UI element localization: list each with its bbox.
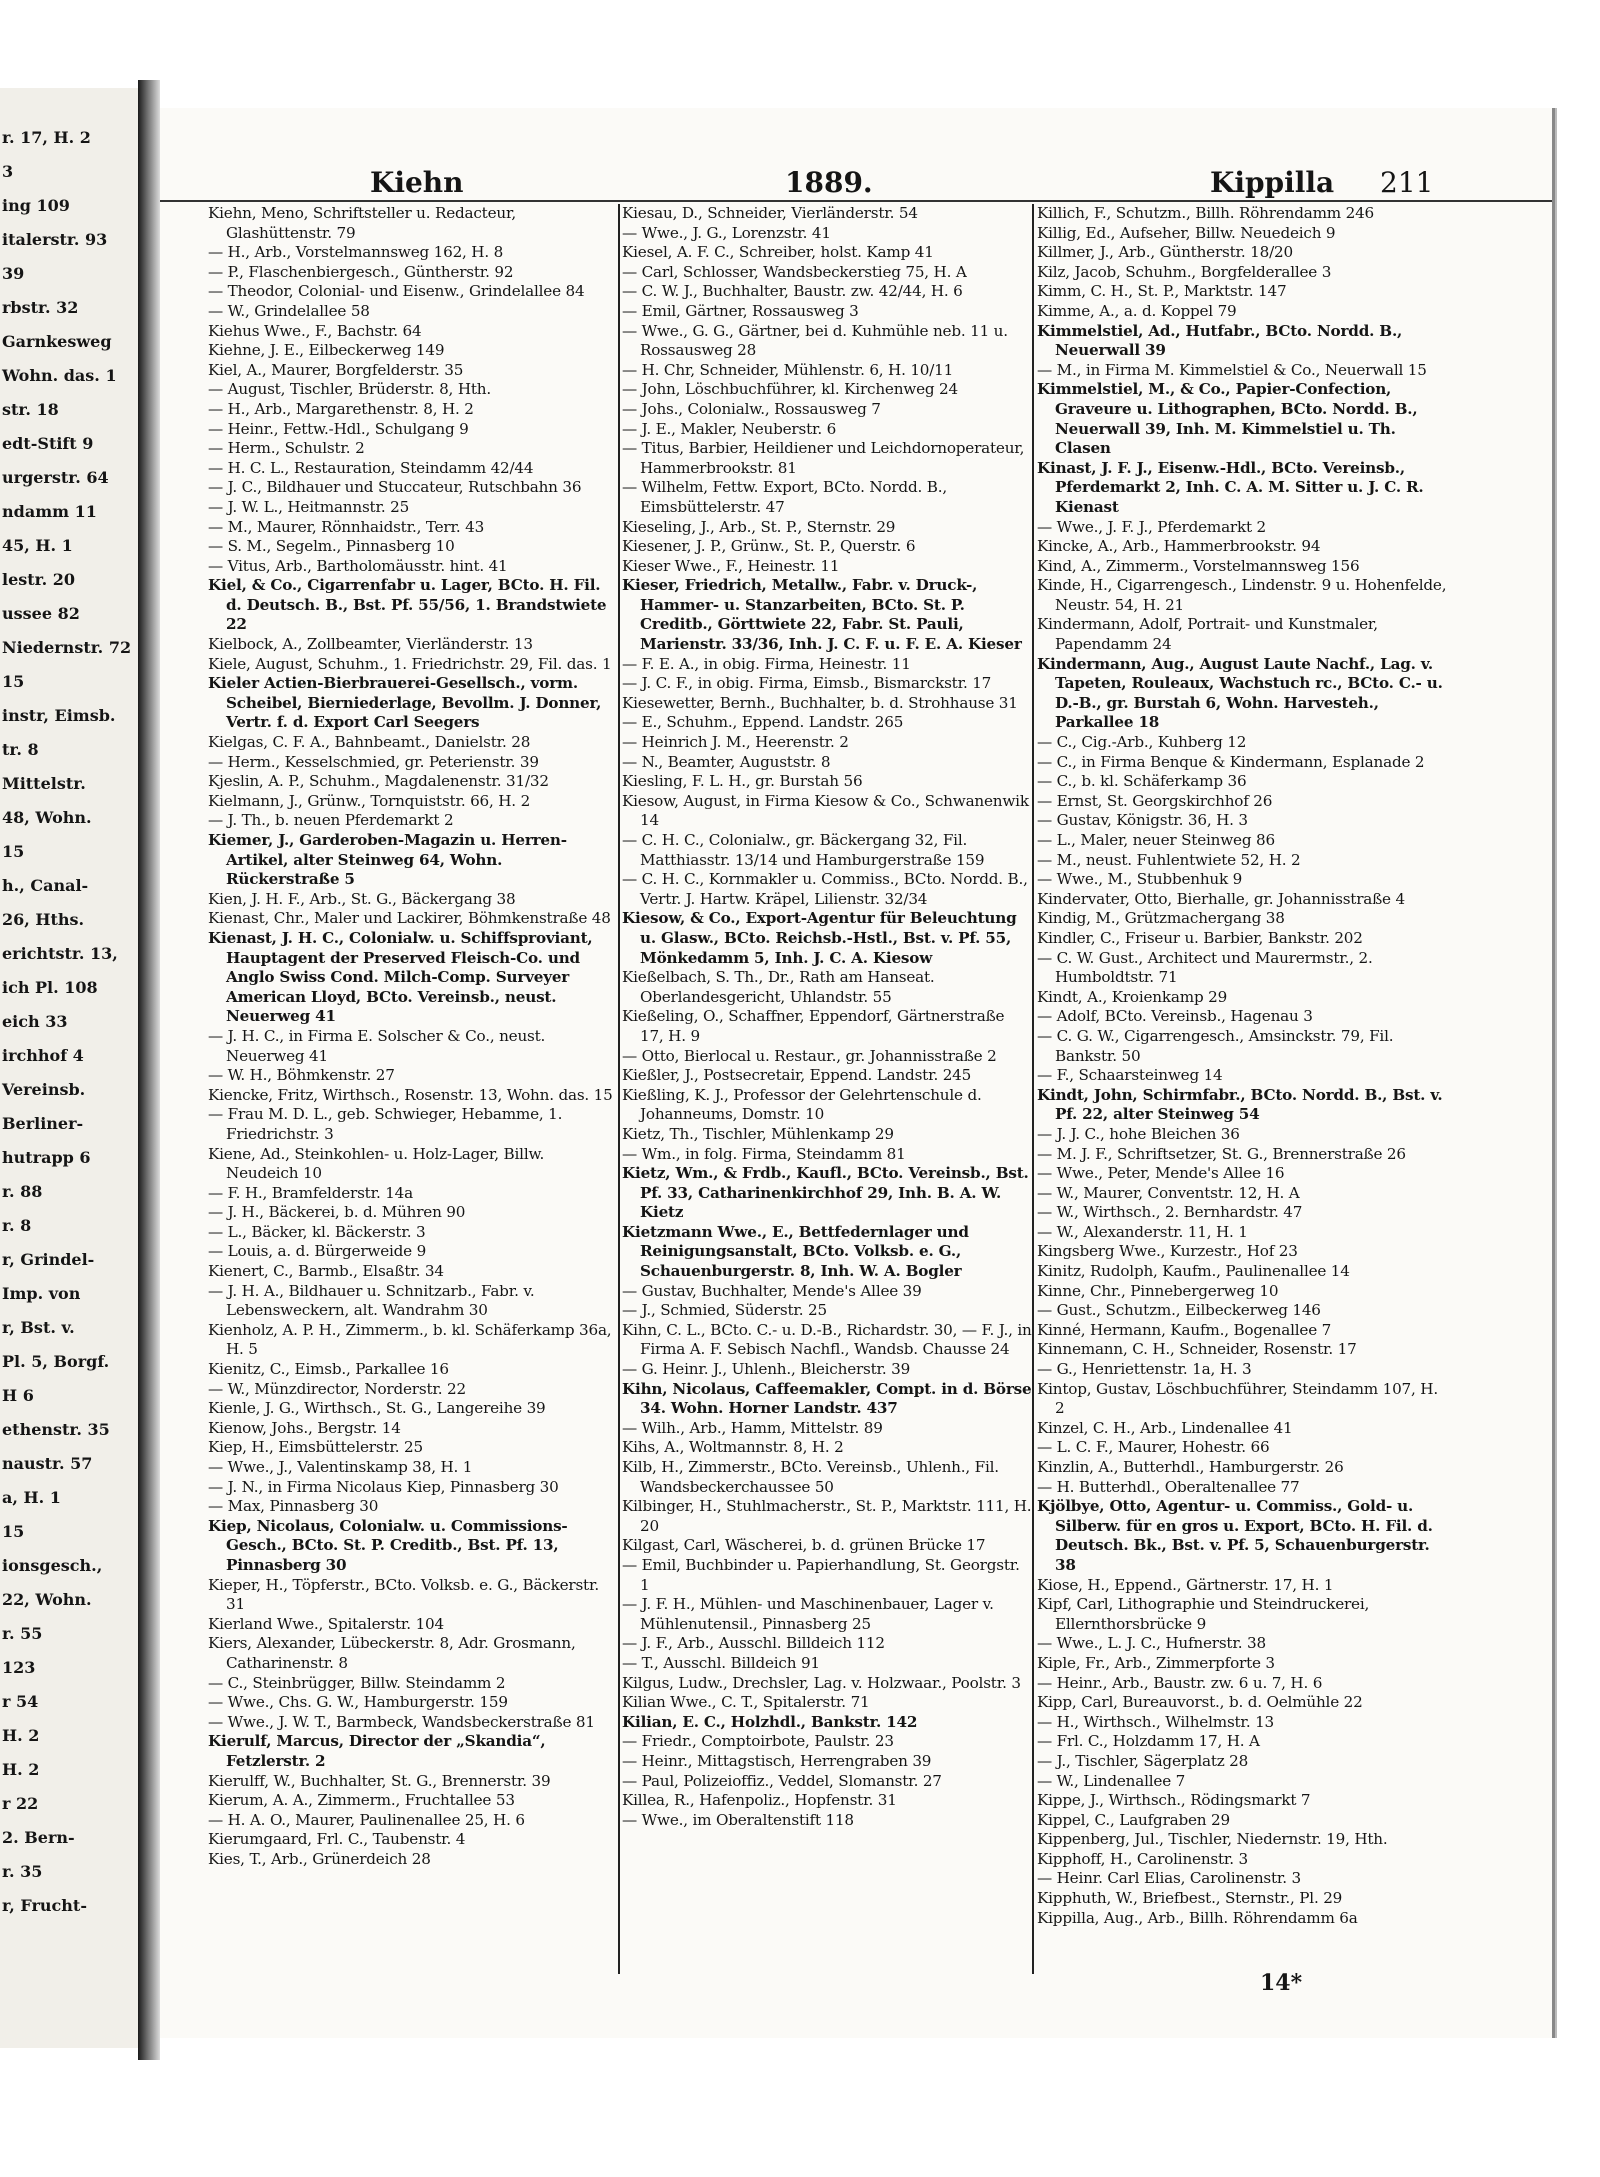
directory-entry: Kiele, August, Schuhm., 1. Friedrichstr. 29, Fil. das. 1 — [208, 654, 612, 673]
directory-column-1 — [208, 204, 618, 1964]
directory-entry: — John, Löschbuchführer, kl. Kirchenweg 24 — [622, 380, 958, 399]
previous-page-fragment: ussee 82 — [2, 604, 80, 623]
directory-entry: Kielbock, A., Zollbeamter, Vierländerstr. 13 — [208, 635, 533, 654]
directory-entry: — August, Tischler, Brüderstr. 8, Hth. — [208, 380, 491, 399]
directory-entry: — J. Th., b. neuen Pferdemarkt 2 — [208, 811, 454, 830]
directory-entry: Kihs, A., Woltmannstr. 8, H. 2 — [622, 1438, 844, 1457]
directory-entry: Kinde, H., Cigarrengesch., Lindenstr. 9 u. Hohenfelde, Neustr. 54, H. 21 — [1037, 576, 1447, 614]
directory-entry: Kindt, A., Kroienkamp 29 — [1037, 987, 1228, 1006]
directory-entry: — Heinr. Carl Elias, Carolinenstr. 3 — [1037, 1869, 1302, 1888]
previous-page-fragment: edt-Stift 9 — [2, 434, 94, 453]
directory-entry: — W., Wirthsch., 2. Bernhardstr. 47 — [1037, 1203, 1303, 1222]
previous-page-fragment: Wohn. das. 1 — [2, 366, 117, 385]
directory-entry: — Gust., Schutzm., Eilbeckerweg 146 — [1037, 1301, 1321, 1320]
directory-entry: Kingsberg Wwe., Kurzestr., Hof 23 — [1037, 1242, 1298, 1261]
directory-entry: Kierulf, Marcus, Director der „Skandia“, Fetzlerstr. 2 — [208, 1732, 546, 1770]
directory-entry: — S. M., Segelm., Pinnasberg 10 — [208, 537, 455, 556]
directory-entry: — J. W. L., Heitmannstr. 25 — [208, 497, 410, 516]
directory-entry: — J. F. H., Mühlen- und Maschinenbauer, Lager v. Mühlenutensil., Pinnasberg 25 — [622, 1595, 994, 1633]
directory-entry: — C. H. C., Kornmakler u. Commiss., BCto. Nordd. B., Vertr. J. Hartw. Kräpel, Lilienstr. 32/34 — [622, 870, 1028, 908]
directory-entry: — H. Butterhdl., Oberaltenallee 77 — [1037, 1477, 1300, 1496]
previous-page-fragment: r. 35 — [2, 1862, 43, 1881]
previous-page-fragment: r, Grindel- — [2, 1250, 95, 1269]
directory-entry: — Heinr., Fettw.-Hdl., Schulgang 9 — [208, 419, 469, 438]
directory-entry: Kießeling, O., Schaffner, Eppendorf, Gärtnerstraße 17, H. 9 — [622, 1007, 1005, 1045]
directory-entry: Kieper, H., Töpferstr., BCto. Volksb. e. G., Bäckerstr. 31 — [208, 1575, 599, 1614]
previous-page-edge — [0, 88, 140, 2048]
directory-entry: — Gustav, Buchhalter, Mende's Allee 39 — [622, 1281, 922, 1300]
directory-entry: Kihn, Nicolaus, Caffeemakler, Compt. in d. Börse 34. Wohn. Horner Landstr. 437 — [622, 1379, 1032, 1418]
directory-entry: — M., in Firma M. Kimmelstiel & Co., Neuerwall 15 — [1037, 360, 1427, 379]
directory-entry: — W., Alexanderstr. 11, H. 1 — [1037, 1222, 1248, 1241]
directory-entry: Kipphuth, W., Briefbest., Sternstr., Pl. 29 — [1037, 1889, 1343, 1908]
directory-entry: Kjölbye, Otto, Agentur- u. Commiss., Gold- u. Silberw. für en gros u. Export, BCto. H. Fil. d. Deutsch. Bk., Bst. v. Pf. 5, Schauenburgerstr. 38 — [1037, 1497, 1433, 1574]
directory-entry: Kienitz, C., Eimsb., Parkallee 16 — [208, 1360, 449, 1379]
directory-entry: — C., Steinbrügger, Billw. Steindamm 2 — [208, 1673, 506, 1692]
directory-entry: Kiehn, Meno, Schriftsteller u. Redacteur, Glashüttenstr. 79 — [208, 204, 516, 242]
directory-entry: Kieser Wwe., F., Heinestr. 11 — [622, 556, 840, 575]
directory-entry: — H. A. O., Maurer, Paulinenallee 25, H. 6 — [208, 1810, 525, 1829]
directory-entry: Kierum, A. A., Zimmerm., Fruchtallee 53 — [208, 1791, 515, 1810]
directory-entry: — L., Maler, neuer Steinweg 86 — [1037, 831, 1275, 849]
directory-entry: Kietz, Th., Tischler, Mühlenkamp 29 — [622, 1124, 894, 1143]
directory-entry: Kierulff, W., Buchhalter, St. G., Brennerstr. 39 — [208, 1771, 551, 1790]
directory-entry: — H. C. L., Restauration, Steindamm 42/44 — [208, 458, 534, 477]
book-gutter — [138, 80, 160, 2060]
column-rule — [618, 204, 620, 1974]
directory-entry: — Herm., Kesselschmied, gr. Peterienstr. 39 — [208, 752, 539, 771]
previous-page-fragment: 39 — [2, 264, 25, 283]
directory-entry: — W. H., Böhmkenstr. 27 — [208, 1066, 395, 1085]
directory-entry: — Titus, Barbier, Heildiener und Leichdornoperateur, Hammerbrookstr. 81 — [622, 439, 1025, 477]
directory-entry: Kießelbach, S. Th., Dr., Rath am Hanseat. Oberlandesgericht, Uhlandstr. 55 — [622, 968, 935, 1006]
previous-page-fragment: Garnkesweg — [2, 332, 112, 351]
previous-page-fragment: hutrapp 6 — [2, 1148, 91, 1167]
previous-page-fragment: ich Pl. 108 — [2, 978, 98, 997]
directory-entry: Kiehne, J. E., Eilbeckerweg 149 — [208, 341, 445, 360]
directory-entry: Kilz, Jacob, Schuhm., Borgfelderallee 3 — [1037, 262, 1332, 281]
directory-entry: Kinnemann, C. H., Schneider, Rosenstr. 17 — [1037, 1340, 1357, 1359]
directory-entry: Kiencke, Fritz, Wirthsch., Rosenstr. 13, Wohn. das. 15 — [208, 1085, 613, 1104]
directory-entry: Killich, F., Schutzm., Billh. Röhrendamm 246 — [1037, 204, 1374, 222]
directory-entry: — Wwe., Peter, Mende's Allee 16 — [1037, 1164, 1285, 1183]
directory-entry: — F. E. A., in obig. Firma, Heinestr. 11 — [622, 654, 911, 673]
directory-entry: Kimme, A., a. d. Koppel 79 — [1037, 301, 1237, 320]
directory-entry: Kipp, Carl, Bureauvorst., b. d. Oelmühle 22 — [1037, 1693, 1363, 1712]
previous-page-fragment: eich 33 — [2, 1012, 68, 1031]
previous-page-fragment: 15 — [2, 842, 25, 861]
directory-entry: — J. H., Bäckerei, b. d. Mühren 90 — [208, 1203, 466, 1222]
previous-page-fragment: ndamm 11 — [2, 502, 97, 521]
previous-page-fragment: instr, Eimsb. — [2, 706, 116, 725]
directory-entry: — Wilh., Arb., Hamm, Mittelstr. 89 — [622, 1418, 883, 1437]
header-rule — [160, 200, 1552, 202]
directory-entry: — Friedr., Comptoirbote, Paulstr. 23 — [622, 1732, 894, 1751]
directory-entry: — L. C. F., Maurer, Hohestr. 66 — [1037, 1438, 1270, 1457]
directory-entry: Kießling, K. J., Professor der Gelehrtenschule d. Johanneums, Domstr. 10 — [622, 1085, 982, 1124]
directory-column-2 — [622, 204, 1032, 1964]
directory-entry: Kiose, H., Eppend., Gärtnerstr. 17, H. 1 — [1037, 1575, 1334, 1594]
directory-entry: — Ernst, St. Georgskirchhof 26 — [1037, 791, 1273, 810]
directory-entry: Kimmelstiel, M., & Co., Papier-Confection, Graveure u. Lithographen, BCto. Nordd. B., Neuerwall 39, Inh. M. Kimmelstiel u. Th. Clasen — [1037, 380, 1418, 458]
directory-entry: — Wwe., Chs. G. W., Hamburgerstr. 159 — [208, 1693, 508, 1712]
previous-page-fragment: r 22 — [2, 1794, 39, 1813]
directory-entry: Kippilla, Aug., Arb., Billh. Röhrendamm 6a — [1037, 1908, 1358, 1927]
directory-entry: — Heinrich J. M., Heerenstr. 2 — [622, 733, 849, 752]
directory-entry: — H., Arb., Margarethenstr. 8, H. 2 — [208, 399, 474, 418]
previous-page-fragment: str. 18 — [2, 400, 59, 419]
directory-entry: Kihn, C. L., BCto. C.- u. D.-B., Richardstr. 30, — F. J., in Firma A. F. Sebisch Nachfl., Wandsb. Chausse 24 — [622, 1320, 1032, 1359]
directory-entry: Kienert, C., Barmb., Elsaßtr. 34 — [208, 1262, 444, 1281]
directory-entry: Kienholz, A. P. H., Zimmerm., b. kl. Schäferkamp 36a, H. 5 — [208, 1320, 612, 1359]
directory-entry: — J. H. A., Bildhauer u. Schnitzarb., Fabr. v. Lebensweckern, alt. Wandrahm 30 — [208, 1281, 535, 1320]
previous-page-fragment: tr. 8 — [2, 740, 39, 759]
previous-page-fragment: 48, Wohn. — [2, 808, 92, 827]
directory-entry: — J., Tischler, Sägerplatz 28 — [1037, 1751, 1249, 1770]
directory-entry: Kiple, Fr., Arb., Zimmerpforte 3 — [1037, 1653, 1275, 1672]
directory-entry: Kilb, H., Zimmerstr., BCto. Vereinsb., Uhlenh., Fil. Wandsbeckerchaussee 50 — [622, 1458, 999, 1496]
directory-entry: — Wwe., J. G., Lorenzstr. 41 — [622, 223, 831, 242]
directory-entry: — M., neust. Fuhlentwiete 52, H. 2 — [1037, 850, 1301, 869]
directory-entry: Kieser, Friedrich, Metallw., Fabr. v. Druck-, Hammer- u. Stanzarbeiten, BCto. St. P. Creditb., Görttwiete 22, Fabr. St. Pauli, Marienstr. 33/36, Inh. J. C. F. u. F. E. A. Kieser — [622, 576, 1022, 654]
directory-entry: — C., b. kl. Schäferkamp 36 — [1037, 772, 1247, 791]
previous-page-fragment: ing 109 — [2, 196, 70, 215]
directory-entry: — Wwe., J., Valentinskamp 38, H. 1 — [208, 1458, 473, 1476]
directory-entry: Kiesow, & Co., Export-Agentur für Beleuchtung u. Glasw., BCto. Reichsb.-Hstl., Bst. v. Pf. 55, Mönkedamm 5, Inh. J. C. A. Kiesow — [622, 909, 1017, 967]
directory-entry: Kiesewetter, Bernh., Buchhalter, b. d. Strohhause 31 — [622, 693, 1018, 712]
directory-entry: — Max, Pinnasberg 30 — [208, 1497, 379, 1516]
directory-entry: Kiel, A., Maurer, Borgfelderstr. 35 — [208, 360, 464, 379]
directory-entry: — J. C. F., in obig. Firma, Eimsb., Bismarckstr. 17 — [622, 674, 992, 693]
directory-entry: — C. W. J., Buchhalter, Baustr. zw. 42/44, H. 6 — [622, 282, 963, 301]
directory-entry: Kindler, C., Friseur u. Barbier, Bankstr. 202 — [1037, 928, 1363, 947]
directory-entry: Kilian Wwe., C. T., Spitalerstr. 71 — [622, 1693, 870, 1712]
directory-entry: — G. Heinr. J., Uhlenh., Bleicherstr. 39 — [622, 1360, 911, 1379]
directory-entry: — W., Maurer, Conventstr. 12, H. A — [1037, 1183, 1300, 1202]
directory-entry: Kinne, Chr., Pinnebergerweg 10 — [1037, 1281, 1279, 1300]
directory-entry: — Wwe., J. W. T., Barmbeck, Wandsbeckerstraße 81 — [208, 1712, 595, 1731]
directory-entry: — C. W. Gust., Architect und Maurermstr., 2. Humboldtstr. 71 — [1037, 948, 1373, 987]
directory-entry: — J. N., in Firma Nicolaus Kiep, Pinnasberg 30 — [208, 1477, 559, 1496]
directory-entry: — Wwe., J. F. J., Pferdemarkt 2 — [1037, 517, 1266, 536]
directory-entry: Kippenberg, Jul., Tischler, Niedernstr. 19, Hth. — [1037, 1830, 1388, 1849]
previous-page-fragment: Pl. 5, Borgf. — [2, 1352, 110, 1371]
directory-entry: Kienow, Johs., Bergstr. 14 — [208, 1418, 401, 1437]
directory-entry: — C. G. W., Cigarrengesch., Amsinckstr. 79, Fil. Bankstr. 50 — [1037, 1026, 1394, 1065]
directory-entry: — J. C., Bildhauer und Stuccateur, Rutschbahn 36 — [208, 478, 582, 497]
directory-entry: — H., Arb., Vorstelmannsweg 162, H. 8 — [208, 243, 504, 262]
previous-page-fragment: r. 88 — [2, 1182, 43, 1201]
directory-entry: Kiep, Nicolaus, Colonialw. u. Commissions-Gesch., BCto. St. P. Creditb., Bst. Pf. 13, Pinnasberg 30 — [208, 1516, 568, 1574]
directory-entry: Kilgus, Ludw., Drechsler, Lag. v. Holzwaar., Poolstr. 3 — [622, 1673, 1021, 1692]
directory-entry: Kinast, J. F. J., Eisenw.-Hdl., BCto. Vereinsb., Pferdemarkt 2, Inh. C. A. M. Sitter u. J. C. R. Kienast — [1037, 458, 1424, 516]
directory-entry: — C., Cig.-Arb., Kuhberg 12 — [1037, 733, 1247, 752]
directory-entry: — F. H., Bramfelderstr. 14a — [208, 1183, 414, 1202]
previous-page-fragment: 2. Bern- — [2, 1828, 75, 1847]
directory-entry: — Paul, Polizeioffiz., Veddel, Slomanstr. 27 — [622, 1771, 942, 1790]
directory-entry: Killea, R., Hafenpoliz., Hopfenstr. 31 — [622, 1791, 897, 1810]
directory-entry: Kienle, J. G., Wirthsch., St. G., Langereihe 39 — [208, 1399, 546, 1418]
previous-page-fragment: rbstr. 32 — [2, 298, 79, 317]
previous-page-fragment: H 6 — [2, 1386, 34, 1405]
previous-page-fragment: r 54 — [2, 1692, 39, 1711]
directory-entry: Kietz, Wm., & Frdb., Kaufl., BCto. Vereinsb., Bst. Pf. 33, Catharinenkirchhof 29, Inh. B. A. W. Kietz — [622, 1164, 1029, 1222]
directory-entry: Kinné, Hermann, Kaufm., Bogenallee 7 — [1037, 1320, 1332, 1339]
directory-entry: — Gustav, Königstr. 36, H. 3 — [1037, 811, 1248, 830]
directory-entry: Kindt, John, Schirmfabr., BCto. Nordd. B., Bst. v. Pf. 22, alter Steinweg 54 — [1037, 1085, 1443, 1124]
directory-entry: — N., Beamter, Auguststr. 8 — [622, 752, 831, 771]
directory-entry: — Heinr., Mittagstisch, Herrengraben 39 — [622, 1751, 932, 1770]
header-last-entry: Kippilla — [1210, 166, 1335, 199]
directory-entry: — F., Schaarsteinweg 14 — [1037, 1066, 1223, 1085]
directory-entry: — H. Chr, Schneider, Mühlenstr. 6, H. 10/11 — [622, 360, 954, 379]
directory-entry: — M. J. F., Schriftsetzer, St. G., Brennerstraße 26 — [1037, 1144, 1406, 1163]
directory-entry: Kiesling, F. L. H., gr. Burstah 56 — [622, 772, 863, 791]
directory-entry: — P., Flaschenbiergesch., Güntherstr. 92 — [208, 262, 514, 281]
previous-page-fragment: r. 17, H. 2 — [2, 128, 91, 147]
directory-entry: Kindig, M., Grützmachergang 38 — [1037, 909, 1285, 928]
directory-entry: Kiesow, August, in Firma Kiesow & Co., Schwanenwik 14 — [622, 791, 1029, 830]
page-number: 211 — [1380, 166, 1434, 199]
column-rule — [1032, 204, 1034, 1974]
previous-page-fragment: 45, H. 1 — [2, 536, 73, 555]
directory-entry: — C., in Firma Benque & Kindermann, Esplanade 2 — [1037, 752, 1425, 771]
directory-entry: Kieseling, J., Arb., St. P., Sternstr. 29 — [622, 517, 896, 536]
directory-entry: — C. H. C., Colonialw., gr. Bäckergang 32, Fil. Matthiasstr. 13/14 und Hamburgerstraße 159 — [622, 831, 985, 869]
directory-entry: Kieler Actien-Bierbrauerei-Gesellsch., vorm. Scheibel, Bierniederlage, Bevollm. J. Donner, Vertr. f. d. Export Carl Seegers — [208, 674, 602, 732]
signature-mark: 14* — [1260, 1970, 1303, 1996]
directory-entry: Kilbinger, H., Stuhlmacherstr., St. P., Marktstr. 111, H. 20 — [622, 1497, 1032, 1535]
directory-entry: Kinitz, Rudolph, Kaufm., Paulinenallee 14 — [1037, 1262, 1350, 1281]
directory-entry: Kienast, J. H. C., Colonialw. u. Schiffsproviant, Hauptagent der Preserved Fleisch-Co. und Anglo Swiss Cond. Milch-Comp. Surveyer American Lloyd, BCto. Vereinsb., neust. Neuerweg 41 — [208, 928, 593, 1026]
previous-page-fragment: irchhof 4 — [2, 1046, 84, 1065]
previous-page-fragment: 15 — [2, 1522, 25, 1541]
previous-page-fragment: 15 — [2, 672, 25, 691]
directory-entry: — W., Münzdirector, Norderstr. 22 — [208, 1379, 466, 1398]
directory-entry: Kilian, E. C., Holzhdl., Bankstr. 142 — [622, 1712, 918, 1731]
directory-entry: Kiel, & Co., Cigarrenfabr u. Lager, BCto. H. Fil. d. Deutsch. B., Bst. Pf. 55/56, 1. Brandstwiete 22 — [208, 576, 607, 634]
directory-entry: — W., Grindelallee 58 — [208, 301, 370, 320]
directory-entry: — Heinr., Arb., Baustr. zw. 6 u. 7, H. 6 — [1037, 1673, 1323, 1692]
previous-page-fragment: 26, Hths. — [2, 910, 85, 929]
directory-entry: Kielmann, J., Grünw., Tornquiststr. 66, H. 2 — [208, 791, 531, 810]
header-year: 1889. — [785, 166, 873, 199]
directory-entry: — E., Schuhm., Eppend. Landstr. 265 — [622, 713, 904, 732]
directory-entry: — Otto, Bierlocal u. Restaur., gr. Johannisstraße 2 — [622, 1046, 997, 1065]
directory-entry: Kienast, Chr., Maler und Lackirer, Böhmkenstraße 48 — [208, 909, 611, 928]
header-first-entry: Kiehn — [370, 166, 464, 199]
previous-page-fragment: erichtstr. 13, — [2, 944, 118, 963]
previous-page-fragment: r, Frucht- — [2, 1896, 87, 1915]
directory-entry: Kinzlin, A., Butterhdl., Hamburgerstr. 26 — [1037, 1458, 1344, 1476]
previous-page-fragment: 22, Wohn. — [2, 1590, 92, 1609]
directory-entry: Kierland Wwe., Spitalerstr. 104 — [208, 1614, 444, 1633]
directory-entry: Kietzmann Wwe., E., Bettfedernlager und Reinigungsanstalt, BCto. Volksb. e. G., Schauenburgerstr. 8, Inh. W. A. Bogler — [622, 1222, 969, 1281]
directory-column-3 — [1037, 204, 1447, 1964]
directory-entry: — Herm., Schulstr. 2 — [208, 439, 365, 458]
directory-entry: Killig, Ed., Aufseher, Billw. Neuedeich 9 — [1037, 223, 1336, 242]
directory-entry: Kiemer, J., Garderoben-Magazin u. Herren-Artikel, alter Steinweg 64, Wohn. Rückerstraße 5 — [208, 831, 567, 889]
previous-page-fragment: h., Canal- — [2, 876, 89, 895]
directory-entry: — J. H. C., in Firma E. Solscher & Co., neust. Neuerweg 41 — [208, 1026, 546, 1065]
directory-entry: Kiep, H., Eimsbüttelerstr. 25 — [208, 1438, 423, 1457]
directory-entry: — Emil, Gärtner, Rossausweg 3 — [622, 301, 859, 320]
directory-entry: — Carl, Schlosser, Wandsbeckerstieg 75, H. A — [622, 262, 967, 281]
directory-entry: — Wilhelm, Fettw. Export, BCto. Nordd. B., Eimsbüttelerstr. 47 — [622, 478, 947, 516]
directory-entry: — Frau M. D. L., geb. Schwieger, Hebamme, 1. Friedrichstr. 3 — [208, 1105, 563, 1143]
directory-entry: Kien, J. H. F., Arb., St. G., Bäckergang 38 — [208, 889, 516, 908]
directory-entry: — Adolf, BCto. Vereinsb., Hagenau 3 — [1037, 1007, 1313, 1026]
directory-entry: — Wm., in folg. Firma, Steindamm 81 — [622, 1144, 906, 1163]
directory-entry: Kiehus Wwe., F., Bachstr. 64 — [208, 321, 422, 340]
directory-page — [160, 108, 1555, 2038]
directory-entry: — Vitus, Arb., Bartholomäusstr. hint. 41 — [208, 556, 508, 575]
directory-entry: — J., Schmied, Süderstr. 25 — [622, 1301, 827, 1320]
previous-page-fragment: Berliner- — [2, 1114, 84, 1133]
directory-entry: — Frl. C., Holzdamm 17, H. A — [1037, 1732, 1260, 1751]
directory-entry: Kippel, C., Laufgraben 29 — [1037, 1810, 1230, 1829]
directory-entry: — M., Maurer, Rönnhaidstr., Terr. 43 — [208, 517, 485, 536]
directory-entry: Kiesel, A. F. C., Schreiber, holst. Kamp 41 — [622, 243, 934, 262]
directory-entry: — Emil, Buchbinder u. Papierhandlung, St. Georgstr. 1 — [622, 1555, 1020, 1594]
directory-entry: Kiesau, D., Schneider, Vierländerstr. 54 — [622, 204, 918, 222]
directory-entry: Kimmelstiel, Ad., Hutfabr., BCto. Nordd. B., Neuerwall 39 — [1037, 321, 1403, 360]
directory-entry: Killmer, J., Arb., Güntherstr. 18/20 — [1037, 243, 1293, 262]
previous-page-fragment: Imp. von — [2, 1284, 81, 1303]
previous-page-fragment: ionsgesch., — [2, 1556, 103, 1575]
directory-entry: Kiene, Ad., Steinkohlen- u. Holz-Lager, Billw. Neudeich 10 — [208, 1144, 545, 1183]
previous-page-fragment: 3 — [2, 162, 14, 181]
previous-page-fragment: Mittelstr. — [2, 774, 86, 793]
previous-page-fragment: H. 2 — [2, 1726, 40, 1745]
directory-entry: — L., Bäcker, kl. Bäckerstr. 3 — [208, 1222, 426, 1241]
directory-entry: Kjeslin, A. P., Schuhm., Magdalenenstr. 31/32 — [208, 772, 549, 791]
previous-page-fragment: 123 — [2, 1658, 36, 1677]
directory-entry: Kind, A., Zimmerm., Vorstelmannsweg 156 — [1037, 556, 1360, 575]
directory-entry: Kiesener, J. P., Grünw., St. P., Querstr. 6 — [622, 537, 916, 556]
previous-page-fragment: Vereinsb. — [2, 1080, 86, 1099]
directory-entry: — T., Ausschl. Billdeich 91 — [622, 1653, 820, 1672]
directory-entry: — Johs., Colonialw., Rossausweg 7 — [622, 399, 881, 418]
directory-entry: Kipphoff, H., Carolinenstr. 3 — [1037, 1849, 1249, 1868]
directory-entry: — J. F., Arb., Ausschl. Billdeich 112 — [622, 1634, 885, 1653]
previous-page-fragment: naustr. 57 — [2, 1454, 93, 1473]
directory-entry: — Wwe., M., Stubbenhuk 9 — [1037, 870, 1243, 889]
directory-entry: Kies, T., Arb., Grünerdeich 28 — [208, 1849, 431, 1868]
directory-entry: — J. J. C., hohe Bleichen 36 — [1037, 1124, 1240, 1143]
previous-page-fragment: lestr. 20 — [2, 570, 76, 589]
directory-entry: Kierumgaard, Frl. C., Taubenstr. 4 — [208, 1830, 466, 1849]
directory-entry: — Theodor, Colonial- und Eisenw., Grindelallee 84 — [208, 282, 585, 301]
directory-entry: Kiers, Alexander, Lübeckerstr. 8, Adr. Grosmann, Catharinenstr. 8 — [208, 1634, 576, 1672]
previous-page-fragment: a, H. 1 — [2, 1488, 61, 1507]
directory-entry: — J. E., Makler, Neuberstr. 6 — [622, 419, 837, 438]
directory-entry: Kincke, A., Arb., Hammerbrookstr. 94 — [1037, 537, 1321, 556]
previous-page-fragment: ethenstr. 35 — [2, 1420, 110, 1439]
previous-page-fragment: r, Bst. v. — [2, 1318, 75, 1337]
directory-entry: — Wwe., L. J. C., Hufnerstr. 38 — [1037, 1634, 1266, 1653]
directory-entry: — H., Wirthsch., Wilhelmstr. 13 — [1037, 1712, 1275, 1731]
directory-entry: Kielgas, C. F. A., Bahnbeamt., Danielstr. 28 — [208, 733, 531, 752]
directory-entry: — Wwe., G. G., Gärtner, bei d. Kuhmühle neb. 11 u. Rossausweg 28 — [622, 321, 1008, 360]
previous-page-fragment: r. 55 — [2, 1624, 43, 1643]
directory-entry: — Wwe., im Oberaltenstift 118 — [622, 1810, 854, 1829]
directory-entry: Kippe, J., Wirthsch., Rödingsmarkt 7 — [1037, 1791, 1311, 1810]
previous-page-fragment: Niedernstr. 72 — [2, 638, 132, 657]
previous-page-fragment: urgerstr. 64 — [2, 468, 109, 487]
directory-entry: Kindervater, Otto, Bierhalle, gr. Johannisstraße 4 — [1037, 889, 1405, 908]
directory-entry: — W., Lindenallee 7 — [1037, 1771, 1186, 1790]
directory-entry: Kipf, Carl, Lithographie und Steindruckerei, Ellernthorsbrücke 9 — [1037, 1595, 1370, 1633]
directory-entry: — G., Henriettenstr. 1a, H. 3 — [1037, 1360, 1252, 1379]
previous-page-fragment: r. 8 — [2, 1216, 32, 1235]
directory-entry: Kilgast, Carl, Wäscherei, b. d. grünen Brücke 17 — [622, 1536, 986, 1555]
directory-entry: Kinzel, C. H., Arb., Lindenallee 41 — [1037, 1418, 1293, 1437]
directory-entry: Kindermann, Adolf, Portrait- und Kunstmaler, Papendamm 24 — [1037, 615, 1378, 654]
directory-entry: Kindermann, Aug., August Laute Nachf., Lag. v. Tapeten, Rouleaux, Wachstuch rc., BCto. C.- u. D.-B., gr. Burstah 6, Wohn. Harvesteh., Parkallee 18 — [1037, 654, 1443, 732]
directory-entry: — Louis, a. d. Bürgerweide 9 — [208, 1242, 427, 1261]
previous-page-fragment: italerstr. 93 — [2, 230, 108, 249]
directory-entry: Kintop, Gustav, Löschbuchführer, Steindamm 107, H. 2 — [1037, 1379, 1438, 1418]
directory-entry: Kießler, J., Postsecretair, Eppend. Landstr. 245 — [622, 1066, 972, 1085]
previous-page-fragment: H. 2 — [2, 1760, 40, 1779]
directory-entry: Kimm, C. H., St. P., Marktstr. 147 — [1037, 282, 1287, 301]
